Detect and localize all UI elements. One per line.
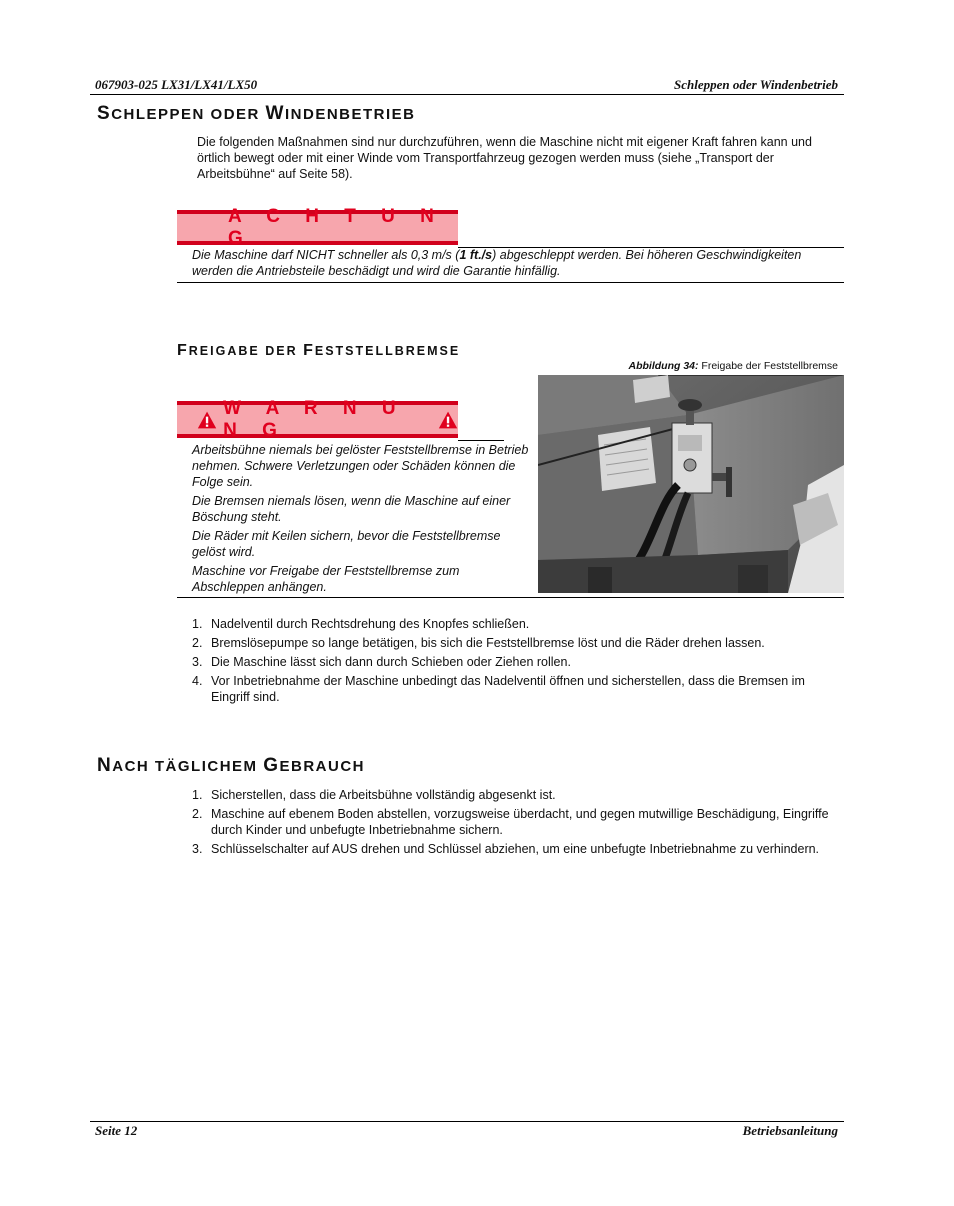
caution-text bbox=[192, 247, 832, 279]
caution-speed-bold: 1 ft./s bbox=[459, 248, 493, 262]
footer-right: Betriebsanleitung bbox=[742, 1123, 838, 1138]
footer-left: Seite 12 bbox=[95, 1123, 138, 1138]
figure-caption bbox=[629, 360, 838, 372]
step-text: Nadelventil durch Rechtsdrehung des Knopfes schließen. bbox=[211, 617, 530, 631]
warning-paragraph: Die Räder mit Keilen sichern, bevor die Feststellbremse gelöst wird. bbox=[192, 529, 501, 559]
header-left: 067903-025 LX31/LX41/LX50 bbox=[95, 77, 258, 92]
title-rest: INDENBETRIEB bbox=[284, 106, 416, 123]
header-right: Schleppen oder Windenbetrieb bbox=[674, 77, 838, 92]
step-text: Die Maschine lässt sich dann durch Schieben oder Ziehen rollen. bbox=[211, 655, 571, 669]
brake-release-photo bbox=[538, 375, 844, 593]
section-title-feststellbremse bbox=[177, 334, 460, 362]
release-steps-list bbox=[192, 616, 844, 708]
title-cap: S bbox=[97, 103, 112, 124]
warning-triangle-icon bbox=[438, 409, 458, 431]
step-number: 3. bbox=[192, 842, 203, 856]
warning-label: W A R N U N G bbox=[223, 397, 406, 441]
step-number: 3. bbox=[192, 655, 203, 669]
list-item bbox=[192, 787, 844, 803]
step-number: 1. bbox=[192, 617, 203, 631]
step-text: Schlüsselschalter auf AUS drehen und Schlüssel abziehen, um eine unbefugte Inbetriebnahme zu verhindern. bbox=[211, 842, 820, 856]
warning-banner bbox=[177, 397, 458, 441]
title-cap: W bbox=[265, 103, 285, 124]
figure-caption-text: Freigabe der Feststellbremse bbox=[698, 360, 838, 372]
list-item bbox=[192, 806, 844, 838]
caution-text-part: ) abgeschleppt werden. Bei höheren Geschwindigkeiten werden die Antriebsteile beschädigt und wird die Garantie hinfällig. bbox=[192, 248, 802, 278]
list-item bbox=[192, 673, 844, 705]
step-text: Sicherstellen, dass die Arbeitsbühne vollständig abgesenkt ist. bbox=[211, 788, 556, 802]
title-cap: F bbox=[177, 342, 189, 359]
title-cap: N bbox=[97, 755, 113, 776]
header-rule bbox=[90, 94, 844, 95]
caution-label: A C H T U N G bbox=[228, 205, 444, 249]
footer-rule bbox=[90, 1121, 844, 1122]
warning-paragraph: Maschine vor Freigabe der Feststellbremse zum Abschleppen anhängen. bbox=[192, 564, 460, 594]
title-cap: F bbox=[303, 342, 315, 359]
list-item bbox=[192, 616, 844, 632]
step-text: Bremslösepumpe so lange betätigen, bis sich die Feststellbremse löst und die Räder drehen lassen. bbox=[211, 636, 765, 650]
caution-banner bbox=[177, 205, 458, 249]
step-number: 1. bbox=[192, 788, 203, 802]
step-number: 2. bbox=[192, 807, 203, 821]
list-item bbox=[192, 841, 844, 857]
list-item bbox=[192, 635, 844, 651]
caution-text-part: Die Maschine darf NICHT schneller als 0,3 m/s ( bbox=[192, 248, 460, 262]
warning-bottom-rule bbox=[177, 597, 844, 598]
title-rest: ACH TÄGLICHEM bbox=[112, 758, 264, 775]
step-text: Maschine auf ebenem Boden abstellen, vorzugsweise überdacht, und gegen mutwillige Beschädigung, Eingriffe durch Kinder und unbefugte Inbetriebnahme sichern. bbox=[211, 807, 829, 837]
warning-top-rule bbox=[458, 440, 504, 441]
warning-text bbox=[192, 442, 532, 598]
title-rest: REIGABE DER bbox=[188, 344, 304, 358]
list-item bbox=[192, 654, 844, 670]
figure-label: Abbildung 34: bbox=[628, 360, 699, 372]
step-number: 2. bbox=[192, 636, 203, 650]
title-rest: CHLEPPEN ODER bbox=[111, 106, 266, 123]
title-rest: ESTSTELLBREMSE bbox=[314, 344, 461, 358]
title-rest: EBRAUCH bbox=[279, 758, 366, 775]
step-text: Vor Inbetriebnahme der Maschine unbedingt das Nadelventil öffnen und sicherstellen, dass die Bremsen im Eingriff sind. bbox=[211, 674, 805, 704]
section-title-nach-gebrauch bbox=[97, 755, 365, 777]
title-cap: G bbox=[263, 755, 280, 776]
warning-paragraph: Arbeitsbühne niemals bei gelöster Feststellbremse in Betrieb nehmen. Schwere Verletzungen oder Schäden können die Folge sein. bbox=[192, 443, 529, 489]
section-title-schleppen bbox=[97, 103, 416, 125]
step-number: 4. bbox=[192, 674, 203, 688]
warning-paragraph: Die Bremsen niemals lösen, wenn die Maschine auf einer Böschung steht. bbox=[192, 494, 511, 524]
caution-bottom-rule bbox=[177, 282, 844, 283]
warning-triangle-icon bbox=[197, 409, 217, 431]
intro-paragraph: Die folgenden Maßnahmen sind nur durchzuführen, wenn die Maschine nicht mit eigener Kraft fahren kann und örtlich bewegt oder mit einer Winde vom Transportfahrzeug gezogen werden muss (siehe „Transport der Arbeitsbühne“ auf Seite 58). bbox=[197, 135, 812, 181]
after-use-steps-list bbox=[192, 787, 844, 860]
